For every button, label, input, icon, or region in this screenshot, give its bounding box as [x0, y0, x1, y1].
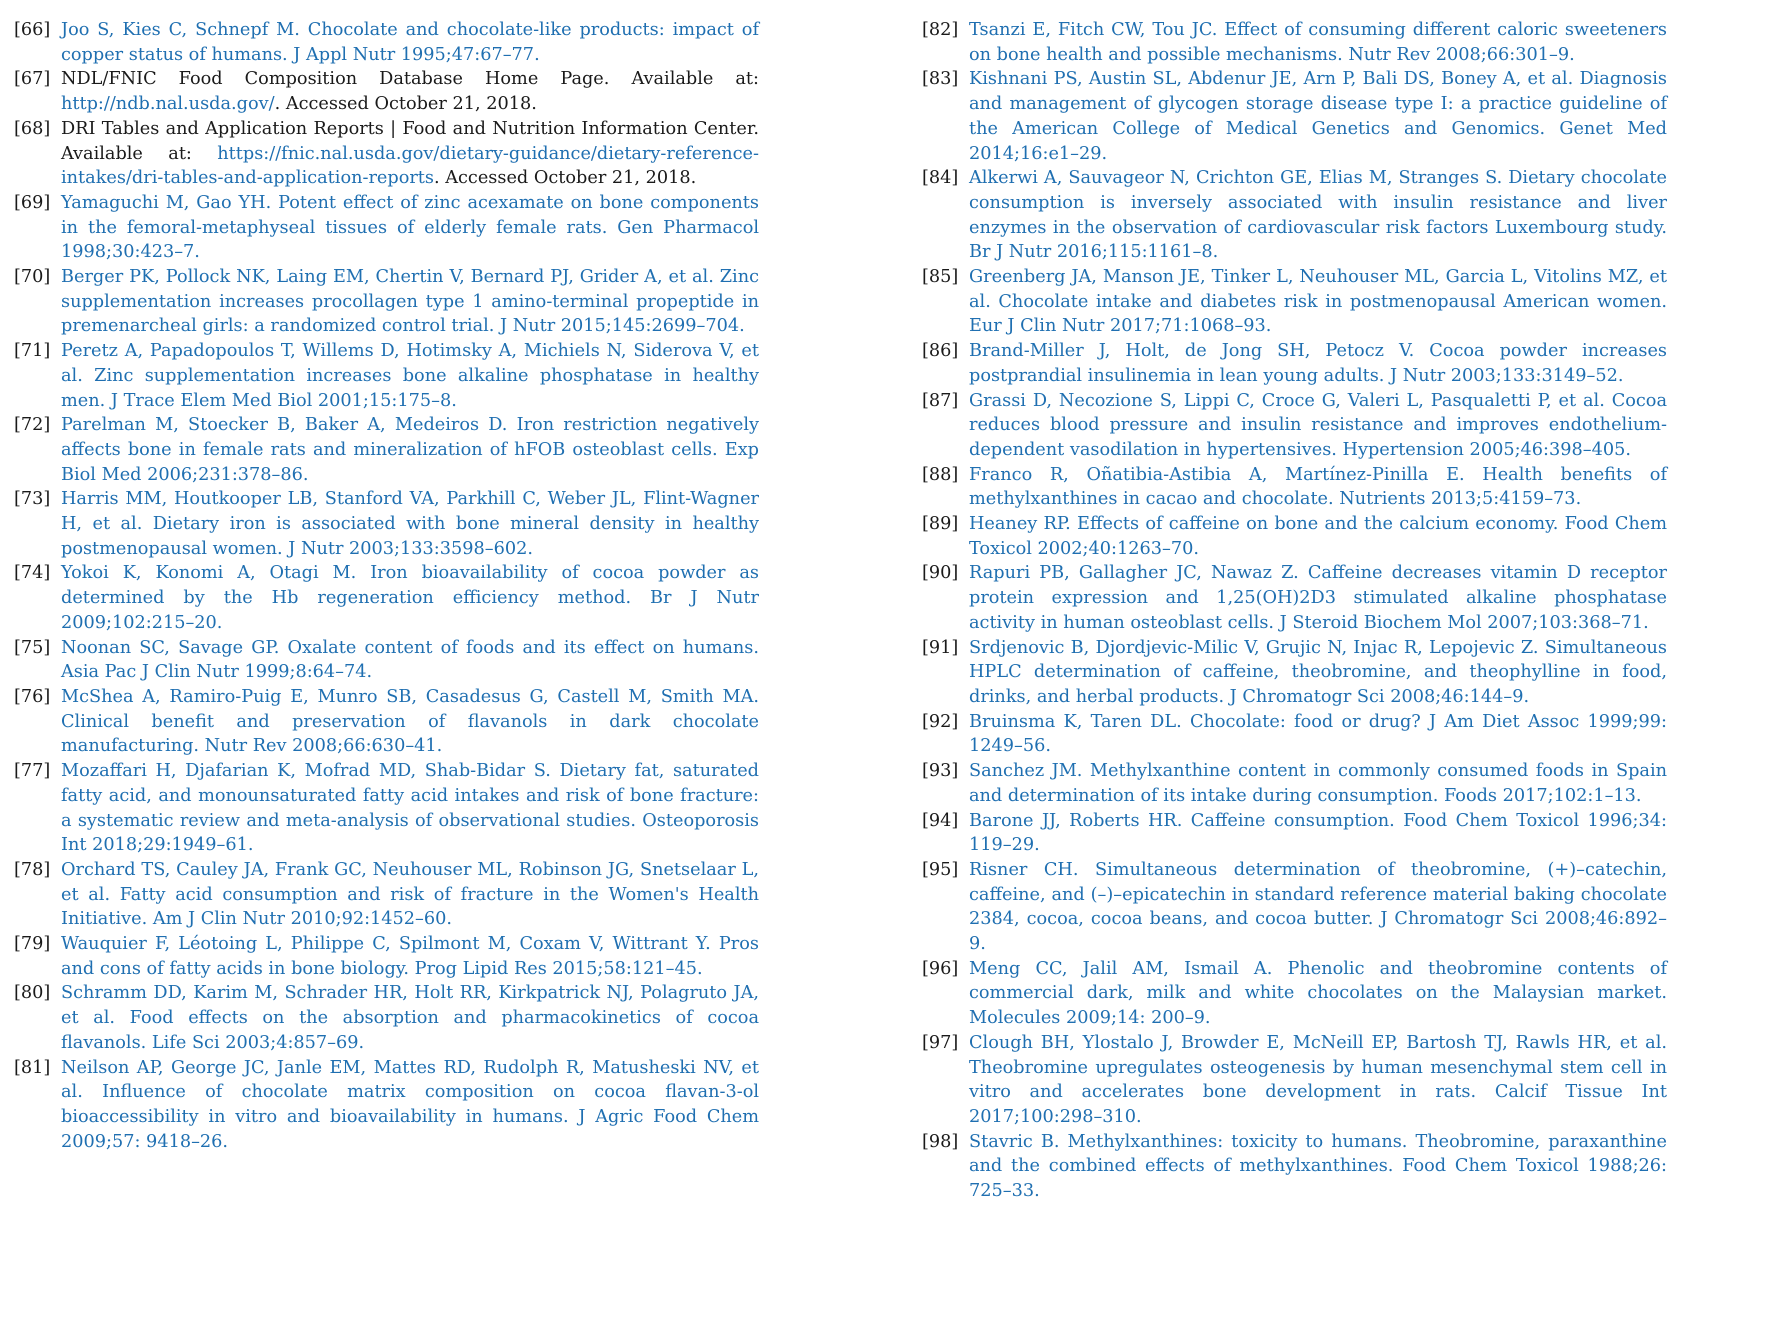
reference-entry [922, 1031, 1667, 1130]
reference-text-lead: DRI Tables and Application Reports | Food and Nutrition Information Center. Available at: [61, 118, 759, 164]
reference-number: [85] [922, 267, 959, 288]
reference-entry [922, 339, 1667, 388]
reference-number: [74] [14, 563, 51, 584]
reference-link[interactable]: Schramm DD, Karim M, Schrader HR, Holt RR, Kirkpatrick NJ, Polagruto JA, et al. Food effects on the absorption and pharmacokinetics of cocoa flavanols. Life Sci 2003;4:857–69. [61, 983, 759, 1053]
reference-entry [14, 858, 759, 932]
reference-number: [89] [922, 514, 959, 535]
reference-link[interactable]: Neilson AP, George JC, Janle EM, Mattes RD, Rudolph R, Matusheski NV, et al. Influence of chocolate matrix composition on cocoa flavan-3-ol bioaccessibility in vitro and bioavailability in humans. J Agric Food Chem 2009;57: 9418–26. [61, 1057, 759, 1152]
reference-link[interactable]: Sanchez JM. Methylxanthine content in commonly consumed foods in Spain and determination of its intake during consumption. Foods 2017;102:1–13. [969, 761, 1667, 806]
reference-entry [922, 463, 1667, 512]
reference-number: [97] [922, 1032, 959, 1053]
reference-number: [98] [922, 1131, 959, 1152]
reference-entry [922, 1130, 1667, 1204]
reference-entry [922, 265, 1667, 339]
reference-entry [14, 561, 759, 635]
reference-link[interactable]: Noonan SC, Savage GP. Oxalate content of foods and its effect on humans. Asia Pac J Clin Nutr 1999;8:64–74. [61, 637, 759, 683]
reference-entry [14, 636, 759, 685]
reference-number: [78] [14, 859, 51, 880]
reference-link[interactable]: Yokoi K, Konomi A, Otagi M. Iron bioavailability of cocoa powder as determined by the Hb regeneration efficiency method. Br J Nutr 2009;102:215–20. [61, 563, 759, 633]
reference-entry [922, 512, 1667, 561]
reference-link[interactable]: Rapuri PB, Gallagher JC, Nawaz Z. Caffeine decreases vitamin D receptor protein expression and 1,25(OH)2D3 stimulated alkaline phosphatase activity in human osteoblast cells. J Steroid Biochem Mol 2007;103:368–71. [969, 563, 1667, 633]
reference-link[interactable]: Meng CC, Jalil AM, Ismail A. Phenolic and theobromine contents of commercial dark, milk and white chocolates on the Malaysian market. Molecules 2009;14: 200–9. [969, 958, 1667, 1029]
reference-number: [83] [922, 69, 959, 90]
reference-entry [14, 759, 759, 858]
reference-link[interactable]: Alkerwi A, Sauvageor N, Crichton GE, Elias M, Stranges S. Dietary chocolate consumption is inversely associated with insulin resistance and liver enzymes in the observation of cardiovascular risk factors Luxembourg study. Br J Nutr 2016;115:1161–8. [969, 168, 1667, 263]
reference-entry [14, 932, 759, 981]
reference-link[interactable]: Greenberg JA, Manson JE, Tinker L, Neuhouser ML, Garcia L, Vitolins MZ, et al. Chocolate intake and diabetes risk in postmenopausal American women. Eur J Clin Nutr 2017;71:1068–93. [969, 267, 1667, 337]
reference-text [61, 117, 759, 191]
reference-link[interactable]: Yamaguchi M, Gao YH. Potent effect of zinc acexamate on bone components in the femoral-metaphyseal tissues of elderly female rats. Gen Pharmacol 1998;30:423–7. [61, 192, 759, 263]
reference-number: [72] [14, 415, 51, 436]
reference-number: [77] [14, 761, 51, 782]
reference-entry [922, 858, 1667, 957]
reference-link[interactable]: Barone JJ, Roberts HR. Caffeine consumption. Food Chem Toxicol 1996;34: 119–29. [969, 810, 1667, 856]
reference-entry [922, 809, 1667, 858]
references-column-left [14, 18, 759, 1154]
reference-url-link[interactable]: https://fnic.nal.usda.gov/dietary-guidance/dietary-reference-intakes/dri-tables-and-application-reports [61, 143, 759, 189]
reference-entry [14, 487, 759, 561]
reference-number: [68] [14, 118, 51, 139]
reference-text-tail: . Accessed October 21, 2018. [274, 94, 537, 115]
reference-number: [75] [14, 637, 51, 658]
reference-link[interactable]: Clough BH, Ylostalo J, Browder E, McNeill EP, Bartosh TJ, Rawls HR, et al. Theobromine upregulates osteogenesis by human mesenchymal stem cell in vitro and accelerates bone development in rats. Calcif Tissue Int 2017;100:298–310. [969, 1032, 1667, 1127]
reference-link[interactable]: Bruinsma K, Taren DL. Chocolate: food or drug? J Am Diet Assoc 1999;99: 1249–56. [969, 711, 1667, 757]
references-column-right [922, 18, 1667, 1204]
reference-number: [67] [14, 69, 51, 90]
reference-number: [66] [14, 20, 51, 40]
reference-link[interactable]: Berger PK, Pollock NK, Laing EM, Chertin V, Bernard PJ, Grider A, et al. Zinc supplementation increases procollagen type 1 amino-terminal propeptide in premenarcheal girls: a randomized control trial. J Nutr 2015;145:2699–704. [61, 267, 759, 337]
reference-entry [922, 759, 1667, 808]
reference-number: [91] [922, 637, 959, 658]
reference-number: [73] [14, 489, 51, 510]
reference-link[interactable]: Harris MM, Houtkooper LB, Stanford VA, Parkhill C, Weber JL, Flint-Wagner H, et al. Dietary iron is associated with bone mineral density in healthy postmenopausal women. J Nutr 2003;133:3598–602. [61, 489, 759, 559]
reference-link[interactable]: Heaney RP. Effects of caffeine on bone and the calcium economy. Food Chem Toxicol 2002;40:1263–70. [969, 514, 1667, 559]
reference-number: [71] [14, 341, 51, 362]
reference-entry [14, 1056, 759, 1155]
reference-entry [922, 710, 1667, 759]
reference-link[interactable]: Risner CH. Simultaneous determination of theobromine, (+)–catechin, caffeine, and (–)–epicatechin in standard reference material baking chocolate 2384, cocoa, cocoa beans, and cocoa butter. J Chromatogr Sci 2008;46:892–9. [969, 859, 1667, 955]
reference-number: [92] [922, 711, 959, 732]
reference-entry [922, 636, 1667, 710]
reference-text-lead: NDL/FNIC Food Composition Database Home Page. Available at: [61, 69, 759, 90]
reference-link[interactable]: Grassi D, Necozione S, Lippi C, Croce G, Valeri L, Pasqualetti P, et al. Cocoa reduces blood pressure and insulin resistance and improves endothelium-dependent vasodilation in hypertensives. Hypertension 2005;46:398–405. [969, 390, 1667, 460]
reference-text [61, 67, 759, 116]
reference-number: [81] [14, 1057, 51, 1078]
reference-text-tail: . Accessed October 21, 2018. [434, 168, 697, 189]
reference-link[interactable]: Kishnani PS, Austin SL, Abdenur JE, Arn P, Bali DS, Boney A, et al. Diagnosis and management of glycogen storage disease type I: a practice guideline of the American College of Medical Genetics and Genomics. Genet Med 2014;16:e1–29. [969, 69, 1667, 164]
reference-entry [14, 117, 759, 191]
reference-link[interactable]: Orchard TS, Cauley JA, Frank GC, Neuhouser ML, Robinson JG, Snetselaar L, et al. Fatty acid consumption and risk of fracture in the Women's Health Initiative. Am J Clin Nutr 2010;92:1452–60. [61, 859, 759, 930]
reference-number: [96] [922, 958, 959, 979]
reference-link[interactable]: Franco R, Oñatibia-Astibia A, Martínez-Pinilla E. Health benefits of methylxanthines in cacao and chocolate. Nutrients 2013;5:4159–73. [969, 464, 1667, 510]
reference-number: [76] [14, 686, 51, 707]
reference-number: [95] [922, 859, 959, 880]
reference-number: [87] [922, 390, 959, 411]
reference-number: [93] [922, 761, 959, 782]
reference-link[interactable]: Parelman M, Stoecker B, Baker A, Medeiros D. Iron restriction negatively affects bone in female rats and mineralization of hFOB osteoblast cells. Exp Biol Med 2006;231:378–86. [61, 415, 759, 485]
reference-number: [82] [922, 20, 959, 40]
reference-entry [14, 685, 759, 759]
reference-number: [70] [14, 267, 51, 288]
reference-entry [14, 265, 759, 339]
reference-link[interactable]: Wauquier F, Léotoing L, Philippe C, Spilmont M, Coxam V, Wittrant Y. Pros and cons of fatty acids in bone biology. Prog Lipid Res 2015;58:121–45. [61, 934, 759, 979]
reference-entry [14, 191, 759, 265]
reference-entry [922, 67, 1667, 166]
reference-link[interactable]: Peretz A, Papadopoulos T, Willems D, Hotimsky A, Michiels N, Siderova V, et al. Zinc supplementation increases bone alkaline phosphatase in healthy men. J Trace Elem Med Biol 2001;15:175–8. [61, 341, 759, 411]
reference-link[interactable]: Tsanzi E, Fitch CW, Tou JC. Effect of consuming different caloric sweeteners on bone health and possible mechanisms. Nutr Rev 2008;66:301–9. [969, 20, 1667, 65]
reference-link[interactable]: Joo S, Kies C, Schnepf M. Chocolate and chocolate-like products: impact of copper status of humans. J Appl Nutr 1995;47:67–77. [61, 20, 759, 65]
reference-link[interactable]: Stavric B. Methylxanthines: toxicity to humans. Theobromine, paraxanthine and the combined effects of methylxanthines. Food Chem Toxicol 1988;26: 725–33. [969, 1131, 1667, 1202]
reference-link[interactable]: Mozaffari H, Djafarian K, Mofrad MD, Shab-Bidar S. Dietary fat, saturated fatty acid, and monounsaturated fatty acid intakes and risk of bone fracture: a systematic review and meta-analysis of observational studies. Osteoporosis Int 2018;29:1949–61. [61, 761, 759, 856]
reference-entry [14, 981, 759, 1055]
reference-entry [922, 166, 1667, 265]
reference-number: [94] [922, 810, 959, 831]
reference-number: [86] [922, 341, 959, 362]
reference-number: [84] [922, 168, 959, 189]
reference-entry [14, 18, 759, 67]
reference-entry [922, 389, 1667, 463]
reference-number: [69] [14, 192, 51, 213]
reference-number: [79] [14, 934, 51, 955]
reference-link[interactable]: Srdjenovic B, Djordjevic-Milic V, Grujic N, Injac R, Lepojevic Z. Simultaneous HPLC determination of caffeine, theobromine, and theophylline in food, drinks, and herbal products. J Chromatogr Sci 2008;46:144–9. [969, 637, 1667, 707]
reference-entry [922, 957, 1667, 1031]
reference-number: [88] [922, 464, 959, 485]
reference-number: [80] [14, 983, 51, 1004]
reference-entry [922, 561, 1667, 635]
reference-url-link[interactable]: http://ndb.nal.usda.gov/ [61, 94, 275, 115]
reference-number: [90] [922, 563, 959, 584]
reference-entry [922, 18, 1667, 67]
reference-link[interactable]: Brand-Miller J, Holt, de Jong SH, Petocz V. Cocoa powder increases postprandial insulinemia in lean young adults. J Nutr 2003;133:3149–52. [969, 341, 1667, 386]
reference-link[interactable]: McShea A, Ramiro-Puig E, Munro SB, Casadesus G, Castell M, Smith MA. Clinical benefit and preservation of flavanols in dark chocolate manufacturing. Nutr Rev 2008;66:630–41. [61, 686, 759, 757]
reference-entry [14, 67, 759, 116]
reference-entry [14, 339, 759, 413]
reference-entry [14, 413, 759, 487]
